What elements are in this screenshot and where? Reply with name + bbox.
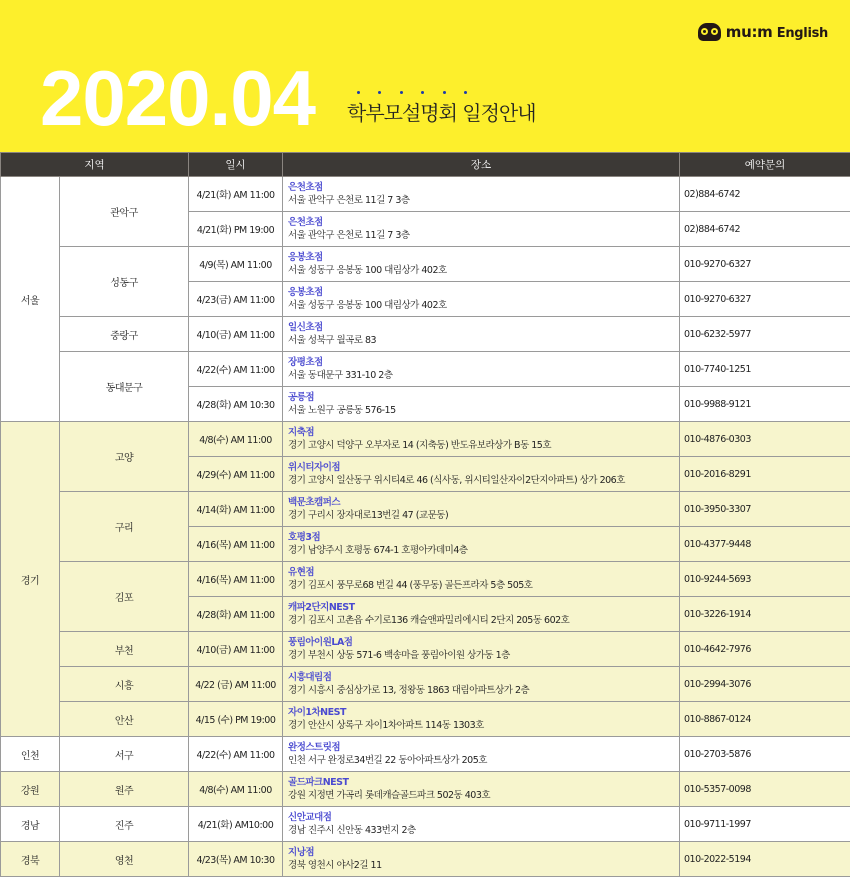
branch-address: 서울 관악구 은천로 11길 7 3층 [288,230,410,241]
branch-name: 공릉점 [288,392,315,403]
place-cell [283,632,680,667]
table-row [1,842,850,877]
datetime-cell: 4/15 (수) PM 19:00 [189,702,283,737]
district-cell: 관악구 [60,177,189,247]
branch-address: 서울 성북구 월곡로 83 [288,335,377,346]
table-row [1,807,850,842]
schedule-table [0,152,850,877]
header-banner [0,0,850,152]
brand-name: mu:m English [725,23,828,41]
branch-address: 경기 남양주시 호평동 674-1 호평아카데미4층 [288,545,468,556]
district-cell: 고양 [60,422,189,492]
region-cell: 경북 [1,842,60,877]
branch-name: 위시티자이점 [288,462,341,473]
place-cell [283,212,680,247]
datetime-cell: 4/29(수) AM 11:00 [189,457,283,492]
place-cell [283,282,680,317]
district-cell: 부천 [60,632,189,667]
column-header-datetime: 일시 [189,153,283,177]
place-cell [283,387,680,422]
district-cell: 김포 [60,562,189,632]
table-row [1,702,850,737]
branch-name: 시흥대림점 [288,672,332,683]
column-header-region: 지역 [1,153,189,177]
branch-name: 장평초점 [288,357,323,368]
table-row [1,177,850,212]
datetime-cell: 4/14(화) AM 11:00 [189,492,283,527]
branch-address: 경기 김포시 풍무로68 번길 44 (풍무동) 골든프라자 5층 505호 [288,580,533,591]
branch-name: 호평3점 [288,532,321,543]
datetime-cell: 4/21(화) PM 19:00 [189,212,283,247]
contact-phone: 010-4876-0303 [680,422,850,457]
contact-phone: 010-8867-0124 [680,702,850,737]
contact-phone: 010-3950-3307 [680,492,850,527]
branch-name: 은천초점 [288,217,323,228]
year-month-title: 2020.04 [40,54,315,142]
emphasis-dots [357,91,467,94]
branch-name: 일신초점 [288,322,323,333]
datetime-cell: 4/22(수) AM 11:00 [189,352,283,387]
contact-phone: 010-2022-5194 [680,842,850,877]
datetime-cell: 4/28(화) AM 11:00 [189,597,283,632]
branch-address: 경기 안산시 상록구 자이1차아파트 114동 1303호 [288,720,484,731]
branch-address: 서울 동대문구 331-10 2층 [288,370,393,381]
branch-address: 강원 지정면 가곡리 롯데캐슬골드파크 502동 403호 [288,790,491,801]
branch-name: 지낭점 [288,847,315,858]
branch-address: 서울 성동구 응봉동 100 대림상가 402호 [288,265,447,276]
table-row [1,772,850,807]
datetime-cell: 4/10(금) AM 11:00 [189,317,283,352]
branch-address: 서울 노원구 공릉동 576-15 [288,405,396,416]
datetime-cell: 4/28(화) AM 10:30 [189,387,283,422]
place-cell [283,527,680,562]
branch-address: 경기 고양시 일산동구 위시티4로 46 (식사동, 위시티일산자이2단지아파트) 상가 206호 [288,475,625,486]
place-cell [283,702,680,737]
contact-phone: 02)884-6742 [680,177,850,212]
datetime-cell: 4/10(금) AM 11:00 [189,632,283,667]
contact-phone: 010-9988-9121 [680,387,850,422]
region-cell: 경기 [1,422,60,737]
region-cell: 강원 [1,772,60,807]
district-cell: 구리 [60,492,189,562]
table-row [1,667,850,702]
branch-name: 풍림아이원LA점 [288,637,353,648]
table-row [1,632,850,667]
branch-address: 경기 고양시 덕양구 오부자로 14 (지축동) 반도유보라상가 B동 15호 [288,440,552,451]
contact-phone: 010-4642-7976 [680,632,850,667]
column-header-contact: 예약문의 [680,153,850,177]
contact-phone: 010-3226-1914 [680,597,850,632]
table-row [1,492,850,527]
datetime-cell: 4/21(화) AM10:00 [189,807,283,842]
subtitle-block [347,92,536,126]
branch-name: 완정스트릿점 [288,742,341,753]
branch-address: 서울 관악구 은천로 11길 7 3층 [288,195,410,206]
contact-phone: 010-9270-6327 [680,247,850,282]
contact-phone: 010-7740-1251 [680,352,850,387]
branch-name: 골드파크NEST [288,777,349,788]
schedule-body [1,177,850,877]
place-cell [283,352,680,387]
brand-logo [698,22,828,42]
datetime-cell: 4/22 (금) AM 11:00 [189,667,283,702]
owl-icon [698,22,722,42]
contact-phone: 010-2994-3076 [680,667,850,702]
place-cell [283,737,680,772]
branch-address: 경남 진주시 신안동 433번지 2층 [288,825,416,836]
branch-address: 경북 영천시 야사2길 11 [288,860,382,871]
branch-name: 지축점 [288,427,315,438]
place-cell [283,457,680,492]
branch-address: 경기 부천시 상동 571-6 백송마을 풍림아이원 상가동 1층 [288,650,510,661]
datetime-cell: 4/23(목) AM 10:30 [189,842,283,877]
contact-phone: 010-2016-8291 [680,457,850,492]
datetime-cell: 4/22(수) AM 11:00 [189,737,283,772]
place-cell [283,562,680,597]
table-row [1,317,850,352]
table-header-row [1,153,850,177]
branch-name: 은천초점 [288,182,323,193]
contact-phone: 010-2703-5876 [680,737,850,772]
contact-phone: 02)884-6742 [680,212,850,247]
region-cell: 인천 [1,737,60,772]
table-row [1,422,850,457]
place-cell [283,667,680,702]
district-cell: 서구 [60,737,189,772]
contact-phone: 010-4377-9448 [680,527,850,562]
branch-address: 경기 시흥시 중심상가로 13, 정왕동 1863 대림아파트상가 2층 [288,685,530,696]
place-cell [283,492,680,527]
column-header-place: 장소 [283,153,680,177]
contact-phone: 010-6232-5977 [680,317,850,352]
datetime-cell: 4/21(화) AM 11:00 [189,177,283,212]
branch-name: 캐파2단지NEST [288,602,355,613]
district-cell: 안산 [60,702,189,737]
branch-name: 신안교대점 [288,812,332,823]
district-cell: 영천 [60,842,189,877]
district-cell: 중랑구 [60,317,189,352]
branch-address: 경기 김포시 고촌읍 수기로136 캐슬앤파밀리에시티 2단지 205동 602호 [288,615,570,626]
contact-phone: 010-9711-1997 [680,807,850,842]
branch-name: 응봉초점 [288,252,323,263]
branch-address: 인천 서구 완정로34번길 22 동아아파트상가 205호 [288,755,487,766]
table-row [1,562,850,597]
branch-address: 서울 성동구 응봉동 100 대림상가 402호 [288,300,447,311]
district-cell: 동대문구 [60,352,189,422]
district-cell: 원주 [60,772,189,807]
branch-name: 백문초캠퍼스 [288,497,341,508]
table-row [1,247,850,282]
table-row [1,352,850,387]
branch-name: 자이1차NEST [288,707,346,718]
datetime-cell: 4/16(목) AM 11:00 [189,527,283,562]
place-cell [283,842,680,877]
contact-phone: 010-9270-6327 [680,282,850,317]
contact-phone: 010-5357-0098 [680,772,850,807]
branch-name: 응봉초점 [288,287,323,298]
datetime-cell: 4/9(목) AM 11:00 [189,247,283,282]
datetime-cell: 4/8(수) AM 11:00 [189,772,283,807]
place-cell [283,177,680,212]
datetime-cell: 4/16(목) AM 11:00 [189,562,283,597]
branch-address: 경기 구리시 장자대로13번길 47 (교문동) [288,510,449,521]
datetime-cell: 4/23(금) AM 11:00 [189,282,283,317]
place-cell [283,422,680,457]
contact-phone: 010-9244-5693 [680,562,850,597]
place-cell [283,317,680,352]
district-cell: 진주 [60,807,189,842]
place-cell [283,597,680,632]
datetime-cell: 4/8(수) AM 11:00 [189,422,283,457]
region-cell: 서울 [1,177,60,422]
branch-name: 유현점 [288,567,315,578]
region-cell: 경남 [1,807,60,842]
district-cell: 시흥 [60,667,189,702]
place-cell [283,772,680,807]
district-cell: 성동구 [60,247,189,317]
place-cell [283,247,680,282]
page-subtitle: 학부모설명회 일정안내 [347,101,536,125]
table-row [1,737,850,772]
place-cell [283,807,680,842]
